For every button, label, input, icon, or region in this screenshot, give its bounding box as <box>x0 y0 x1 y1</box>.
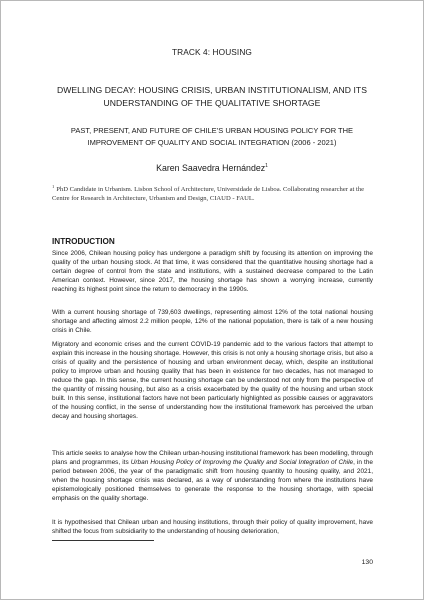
subtitle-line-2: IMPROVEMENT OF QUALITY AND SOCIAL INTEGRATION (2006 - 2021) <box>87 137 337 147</box>
policy-name-italic: Urban Housing Policy of Improving the Quality and Social Integration of Chile <box>130 459 354 467</box>
paragraph-3: Migratory and economic crises and the current COVID-19 pandemic add to the various factors that attempt to explain this increase in the housing shortage. However, this crisis is not only a housing shortage crisis, but also a crisis of quality and the persistence of housing and urban environment decay, which, despite an institutional policy to improve urban and housing quality that has been in existence for two decades, has not managed to reduce the gap. In this sense, the current housing shortage can be understood not only from the perspective of the quantity of missing housing, but also as a crisis exacerbated by the quality of the housing and urban stock built. In this sense, institutional factors have not been particularly highlighted as possible causes or aggravators of the housing conflict, in the sense of understanding how the institutional framework has perceived the urban decay and housing shortages. <box>52 341 373 421</box>
track-label: TRACK 4: HOUSING <box>172 47 252 57</box>
affiliation-text: PhD Candidate in Urbanism. Lisbon School of Architecture, Universidade de Lisboa. Collaborating researcher at the Centre for Research in Architecture, Urbanism and Design, CIAUD - FAUL. <box>52 186 365 202</box>
author-line <box>0 163 424 173</box>
paragraph-4-part-1: This article seeks to analyse how the Chilean urban-housing institutional framework has been modelling, through plans and programmes, its <box>52 450 373 467</box>
title-line-2: UNDERSTANDING OF THE QUALITATIVE SHORTAGE <box>103 97 321 108</box>
paragraph-5: It is hypothesised that Chilean urban and housing institutions, through their policy of quality improvement, have shifted the focus from subsidiarity to the understanding of housing deterioration, <box>52 519 373 536</box>
affiliation-mark: 1 <box>52 184 55 189</box>
page-number: 130 <box>361 559 373 566</box>
author-footnote-mark: 1 <box>265 163 268 169</box>
section-heading: INTRODUCTION <box>52 237 115 246</box>
title-line-1: DWELLING DECAY: HOUSING CRISIS, URBAN INSTITUTIONALISM, AND ITS <box>56 85 368 95</box>
paragraph-2: With a current housing shortage of 739,603 dwellings, representing almost 12% of the total national housing shortage and affecting almost 2.2 million people, 12% of the national population, there is talk of a new housing crisis in Chile. <box>52 309 373 335</box>
paper-subtitle <box>46 125 378 148</box>
author-affiliation <box>52 183 374 203</box>
paper-title <box>40 84 384 109</box>
paragraph-4 <box>52 449 373 503</box>
footnote-rule <box>52 540 154 541</box>
paragraph-4-part-2: , in the period between 2006, the year of the paradigmatic shift from housing quantity to housing quality, and 2021, when the housing shortage crisis was declared, as a way of understanding from where the institutions have epistemologically positioned themselves to generate the response to the housing shortage, with special emphasis on the quality shortage. <box>52 459 373 503</box>
subtitle-line-1: PAST, PRESENT, AND FUTURE OF CHILE’S URBAN HOUSING POLICY FOR THE <box>70 126 354 135</box>
paragraph-1: Since 2006, Chilean housing policy has undergone a paradigm shift by focusing its attention on improving the quality of the urban housing stock. At that time, it was considered that the quantitative housing shortage had a certain degree of control from the state and institutions, with a sustained decrease compared to the Latin American context. However, since 2017, the housing shortage has shown a worrying increase, currently reaching its highest point since the return to democracy in the 1990s. <box>52 250 373 294</box>
author-name: Karen Saavedra Hernández <box>156 163 266 173</box>
